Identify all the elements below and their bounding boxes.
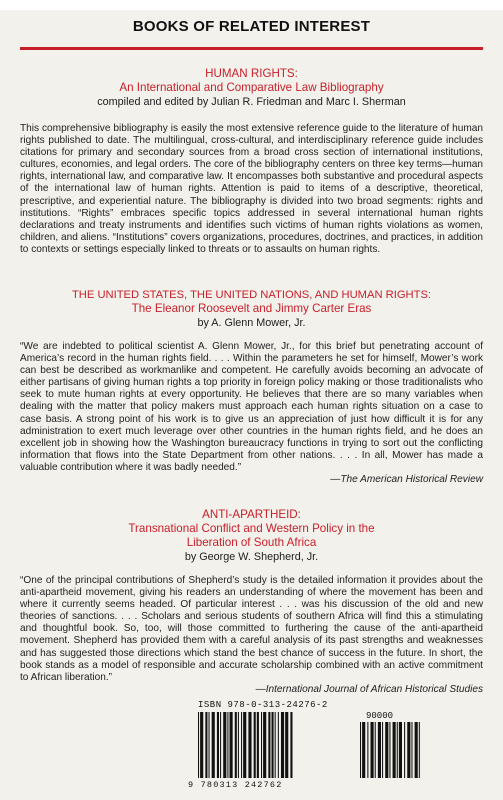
citation-dash: —	[255, 683, 266, 695]
price-code: 90000	[366, 711, 394, 721]
barcode-bar	[382, 722, 383, 778]
book-title: HUMAN RIGHTS:	[205, 67, 298, 80]
barcode-bar	[290, 712, 292, 778]
barcode-graphic	[188, 710, 478, 790]
book-subtitle: An International and Comparative Law Bibliography	[119, 81, 384, 94]
barcode-bar	[257, 712, 259, 778]
barcode-bar	[248, 712, 251, 778]
book-author: by A. Glenn Mower, Jr.	[197, 317, 306, 329]
barcode-bar	[393, 722, 396, 778]
citation-source: International Journal of African Historical Studies	[265, 683, 483, 695]
book-subtitle-continued: Liberation of South Africa	[186, 536, 317, 549]
book-subtitle: The Eleanor Roosevelt and Jimmy Carter Eras	[131, 302, 372, 315]
barcode-bar	[389, 722, 390, 778]
ean-digits: 9 780313 242762	[188, 780, 283, 790]
book-title: ANTI-APARTHEID:	[202, 508, 301, 521]
ean-barcode	[198, 712, 293, 778]
isbn-number: ISBN 978-0-313-24276-2	[198, 700, 328, 710]
top-band	[0, 0, 503, 10]
barcode-bar	[419, 722, 420, 778]
barcode-bar	[263, 712, 266, 778]
review-citation	[20, 684, 483, 696]
price-addon-barcode	[360, 722, 420, 778]
barcode-bar	[268, 712, 270, 778]
citation-source: The American Historical Review	[340, 474, 483, 486]
barcode-bar	[223, 712, 226, 778]
barcode-bar	[254, 712, 256, 778]
barcode-bar	[285, 712, 288, 778]
barcode-bar	[397, 722, 398, 778]
barcode-bar	[385, 722, 388, 778]
barcode-bar	[378, 722, 381, 778]
barcode-bar	[227, 712, 228, 778]
barcode-bar	[411, 722, 412, 778]
barcode-bar	[281, 712, 284, 778]
barcode-bar	[243, 712, 246, 778]
book-entry-united-states	[20, 288, 483, 486]
barcode-bar	[198, 712, 199, 778]
title-rule	[20, 47, 483, 50]
barcode-bar	[278, 712, 279, 778]
book-description: This comprehensive bibliography is easily the most extensive reference guide to the literature of human rights published to date. The multilingual, cross-cultural, and interdisciplinary reference guide includes citations for primary and secondary sources from a broad cross section of international institutions, cultures, economies, and legal orders. The core of the bibliography centers on three key terms—human rights, international law, and comparative law. It encompasses both substantive and procedural aspects of the international law of human rights. Attention is paid to items of a descriptive, theoretical, prescriptive, and experiential nature. The bibliography is divided into two broad segments: rights and institutions. “Rights” embraces specific topics addressed in several international human rights declarations and treaty instruments and identifies such victims of human rights violations as women, children, and aliens. “Institutions” covers organizations, procedures, doctrines, and practices, in addition to contexts or settings especially linked to threats or to assaults on human rights.	[20, 123, 483, 255]
barcode-bar	[275, 712, 276, 778]
book-subtitle: Transnational Conflict and Western Policy in the	[128, 522, 375, 535]
barcode-block	[188, 700, 478, 790]
barcode-bar	[407, 722, 410, 778]
barcode-bar	[367, 722, 368, 778]
book-review: “We are indebted to political scientist A. Glenn Mower, Jr., for this brief but penetrating account of America’s record in the human rights field. . . . Within the parameters he set for himself, Mower’s work can best be described as workmanlike and competent. He carefully avoids becoming an advocate of either partisans of giving human rights a top priority in foreign policy making or those traditionalists who seek to mute human rights at every opportunity. He believes that there are so many variables when dealing with the matter that policy makers must approach each human rights situation on a case to case basis. A strong point of his work is to give us an appreciation of just how difficult it is for any administration to exert much leverage over other countries in the human rights field, and he does an excellent job in showing how the Washington bureaucracy functions in trying to sort out the conflicting information that flows into the State Department from other nations. . . . In all, Mower has made a valuable contribution where it was badly needed.”	[20, 341, 483, 473]
page-title: BOOKS OF RELATED INTEREST	[132, 18, 371, 35]
barcode-bar	[375, 722, 376, 778]
barcode-bar	[404, 722, 405, 778]
barcode-bar	[272, 712, 274, 778]
barcode-bar	[241, 712, 242, 778]
book-entry-anti-apartheid	[20, 508, 483, 696]
barcode-bar	[360, 722, 361, 778]
barcode-bar	[230, 712, 233, 778]
barcode-bar	[415, 722, 418, 778]
book-entry-human-rights	[20, 67, 483, 256]
barcode-bar	[220, 712, 221, 778]
book-title: THE UNITED STATES, THE UNITED NATIONS, AND HUMAN RIGHTS:	[71, 289, 432, 301]
review-citation	[20, 474, 483, 486]
barcode-bar	[371, 722, 374, 778]
barcode-bar	[362, 722, 365, 778]
book-author: compiled and edited by Julian R. Friedman and Marc I. Sherman	[97, 96, 406, 108]
barcode-bar	[212, 712, 215, 778]
barcode-bar	[399, 722, 402, 778]
citation-dash: —	[330, 474, 341, 486]
barcode-bar	[205, 712, 207, 778]
barcode-bar	[200, 712, 203, 778]
barcode-bar	[209, 712, 210, 778]
book-review: “One of the principal contributions of Shepherd’s study is the detailed information it provides about the anti-apartheid movement, giving his readers an understanding of where the movement has been and where it currently seems headed. Of particular interest . . . was his discussion of the old and new theories of sanctions. . . . Scholars and serious students of southern Africa will find this a stimulating and thoughtful book. So, too, will those committed to furthering the cause of the anti-apartheid movement. Shepherd has provided them with a careful analysis of its past strengths and weaknesses and has suggested those directions which stand the best chance of success in the future. In short, the book stands as a model of responsible and accurate scholarship combined with an active commitment to African liberation.”	[20, 575, 483, 683]
barcode-bar	[235, 712, 237, 778]
barcode-bar	[261, 712, 262, 778]
barcode-bar	[217, 712, 219, 778]
barcode-bar	[238, 712, 239, 778]
book-author: by George W. Shepherd, Jr.	[184, 551, 319, 563]
